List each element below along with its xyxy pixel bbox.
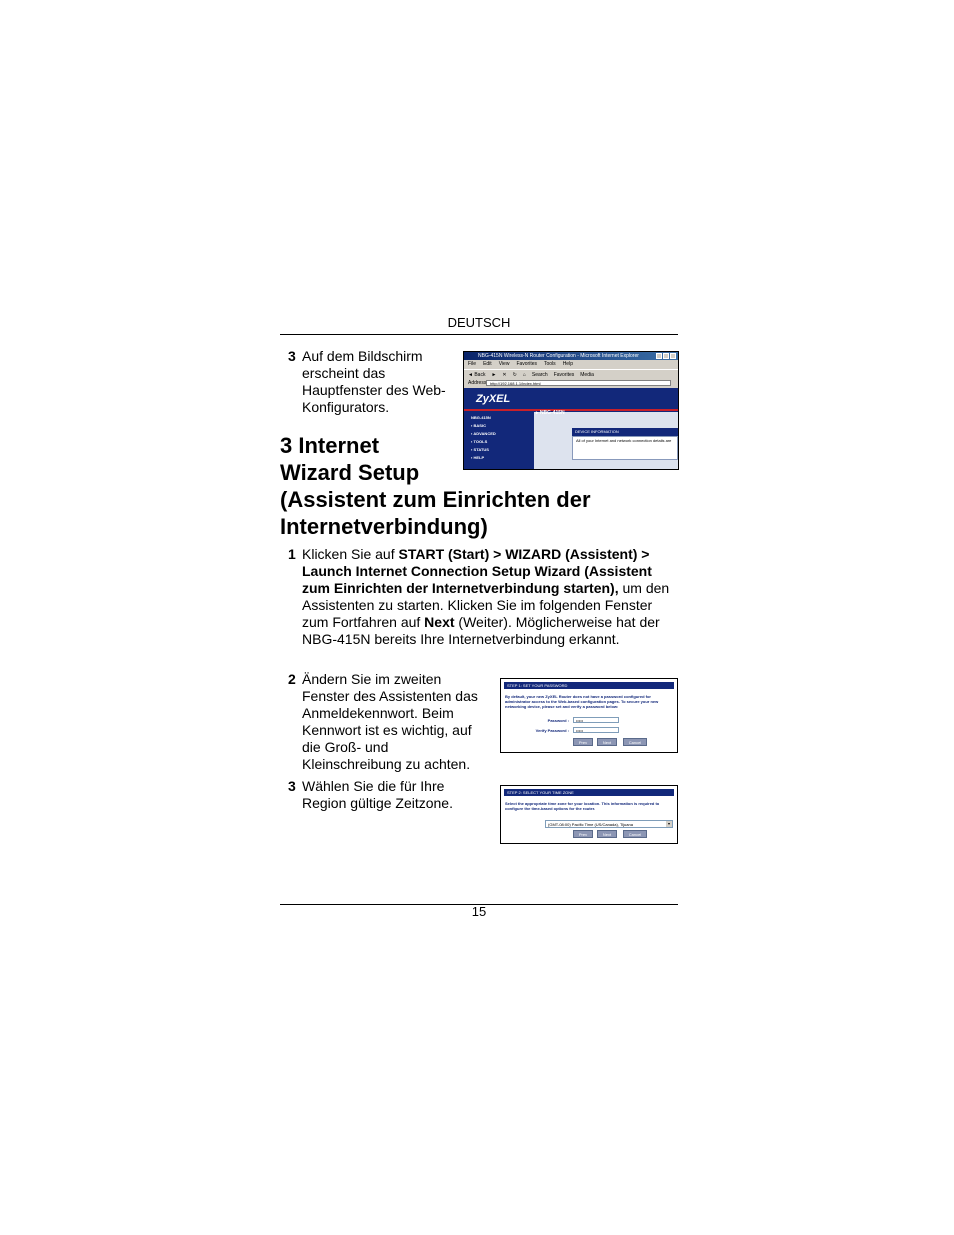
menu-help: Help <box>562 361 573 367</box>
password-step-text: By default, your new ZyXEL Router does not have a password configured for administrator access to the Web-based configuration pages. To secure your new networking device, please set and verify a password below: <box>505 694 659 709</box>
media-button: Media <box>580 372 594 378</box>
menu-edit: Edit <box>483 361 492 367</box>
cancel-button: Cancel <box>623 738 647 746</box>
sidebar-item-basic: ▪ BASIC <box>471 423 486 428</box>
favorites-button: Favorites <box>553 372 575 378</box>
browser-title-bar: NBG-415N Wireless-N Router Configuration - Microsoft Internet Explorer <box>464 352 678 360</box>
stop-icon: ✕ <box>502 372 507 378</box>
sidebar-item-advanced: ▪ ADVANCED <box>471 431 496 436</box>
window-buttons <box>656 353 676 359</box>
close-icon <box>670 353 676 359</box>
menu-view: View <box>498 361 510 367</box>
running-header: DEUTSCH <box>447 315 511 330</box>
menu-tools: Tools <box>544 361 556 367</box>
intro-step-text: Auf dem Bildschirm erscheint das Hauptfenster des Web- Konfigurators. <box>302 348 446 415</box>
password-field: ••••• <box>573 717 619 723</box>
sidebar-item-status: ▪ STATUS <box>471 447 489 452</box>
sidebar-item-tools: ▪ TOOLS <box>471 439 488 444</box>
search-button: Search <box>531 372 548 378</box>
forward-icon: ► <box>491 372 497 378</box>
section-title: 3 Internet Wizard Setup (Assistent zum Einrichten der Internetverbindung) <box>280 433 591 539</box>
address-field: http://192.168.1.1/index.html <box>486 380 671 386</box>
password-step-title: STEP 1: SET YOUR PASSWORD <box>504 682 674 689</box>
cancel-button: Cancel <box>623 830 647 838</box>
home-icon: ⌂ <box>522 372 526 378</box>
zyxel-logo: ZyXEL <box>476 393 511 405</box>
address-bar <box>464 379 678 388</box>
header-accent-line <box>464 409 678 411</box>
device-info-title: DEVICE INFORMATION <box>572 428 678 436</box>
chevron-down-icon: ▾ <box>667 821 670 826</box>
sidebar-model: NBG-415N <box>471 415 491 420</box>
step1-text: Klicken Sie auf START (Start) > WIZARD (Assistent) > Launch Internet Connection Setup Wizard (Assistent zum Einrichten der Internetverbindung starten), um den Assistenten zu starten. Klicken Sie im folgenden Fenster zum Fortfahren auf Next (Weiter). Möglicherweise hat der NBG-415N bereits Ihre Internetverbindung erkannt. <box>302 546 670 647</box>
prev-button: Prev <box>573 830 593 838</box>
step1-number: 1 <box>288 546 296 562</box>
device-info-text: All of your Internet and network connection details are <box>572 436 678 460</box>
header-rule <box>280 334 678 335</box>
password-label: Password : <box>547 718 569 723</box>
prev-button: Prev <box>573 738 593 746</box>
verify-password-field: ••••• <box>573 727 619 733</box>
back-button: ◄ Back <box>468 372 486 378</box>
menu-file: File <box>468 361 477 367</box>
browser-toolbar <box>464 369 678 379</box>
intro-step-number: 3 <box>288 348 296 364</box>
minimize-icon <box>656 353 662 359</box>
step2-text: Ändern Sie im zweiten Fenster des Assistenten das Anmeldekennwort. Beim Kennwort ist es wichtig, auf die Groß- und Kleinschreibung zu achten. <box>302 671 478 772</box>
address-label: Address <box>468 380 487 386</box>
maximize-icon <box>663 353 669 359</box>
step3-number: 3 <box>288 778 296 794</box>
time-zone-screenshot <box>500 785 678 844</box>
step2-number: 2 <box>288 671 296 687</box>
timezone-step-text: Select the appropriate time zone for your location. This information is required to configure the time-based options for the router. <box>505 801 660 811</box>
step3-text: Wählen Sie die für Ihre Region gültige Zeitzone. <box>302 778 453 811</box>
verify-password-label: Verify Password : <box>535 728 569 733</box>
model-label: ▸ NBG-415N <box>536 410 565 416</box>
page-number: 15 <box>471 904 487 919</box>
timezone-step-title: STEP 2: SELECT YOUR TIME ZONE <box>504 789 674 796</box>
timezone-select: (GMT-08:00) Pacific Time (US/Canada), Tijuana ▾ <box>545 820 673 828</box>
browser-menu-bar <box>464 360 678 369</box>
set-password-screenshot <box>500 678 678 753</box>
next-button: Next <box>597 830 617 838</box>
refresh-icon: ↻ <box>512 372 517 378</box>
sidebar-item-help: ▪ HELP <box>471 455 485 460</box>
menu-favorites: Favorites <box>516 361 537 367</box>
next-button: Next <box>597 738 617 746</box>
